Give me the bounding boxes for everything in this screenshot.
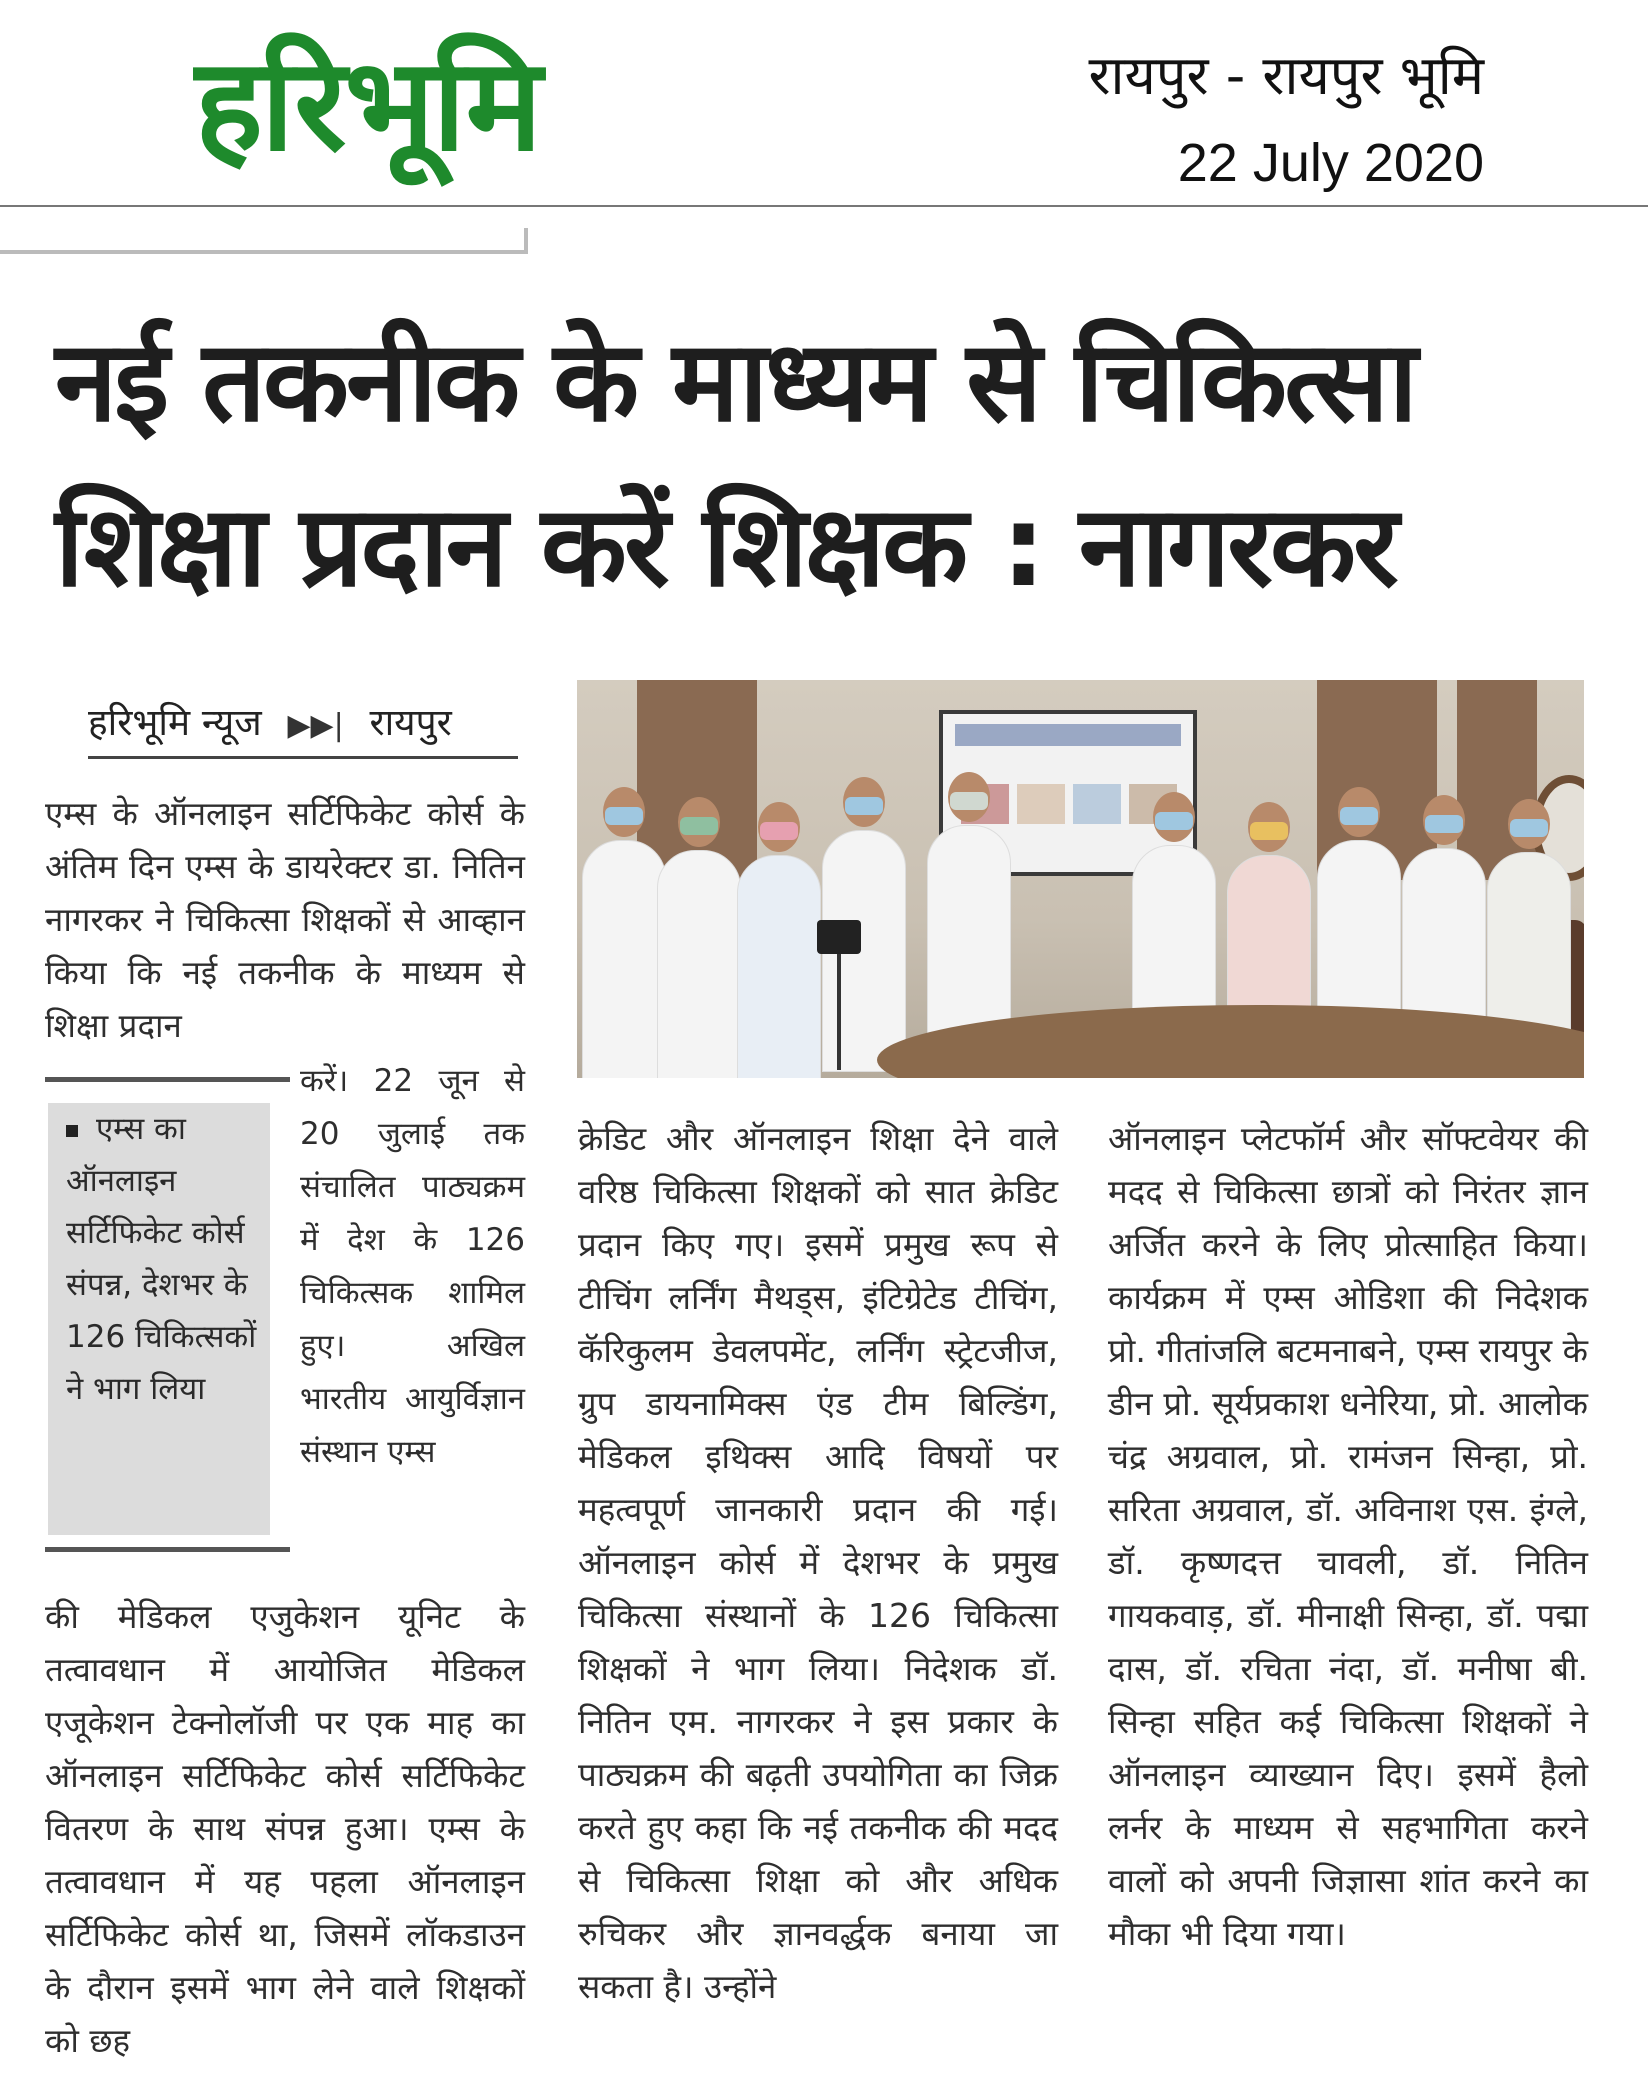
headline-line-1: नई तकनीक के माध्यम से चिकित्सा [55,317,1415,447]
column-2: क्रेडिट और ऑनलाइन शिक्षा देने वाले वरिष्ठ चिकित्सा शिक्षकों को सात क्रेडिट प्रदान किए गए। इसमें प्रमुख रूप से टीचिंग लर्निंग मैथड्स, इंटिग्रेटेड टीचिंग, कॅरिकुलम डेवलपमेंट, लर्निंग स्ट्रेटजीज, ग्रुप डायनामिक्स एंड टीम बिल्डिंग, मेडिकल इथिक्स आदि विषयों पर महत्वपूर्ण जानकारी प्रदान की गई। ऑनलाइन कोर्स में देशभर के प्रमुख चिकित्सा संस्थानों के 126 चिकित्सा शिक्षकों ने भाग लिया। निदेशक डॉ. नितिन एम. नागरकर ने इस प्रकार के पाठ्यक्रम की बढ़ती उपयोगिता का जिक्र करते हुए कहा कि नई तकनीक की मदद से चिकित्सा शिक्षा को और अधिक रुचिकर और ज्ञानवर्द्धक बनाया जा सकता है। उन्होंने [578,1119,1058,2006]
header-divider [0,205,1648,207]
news-photo [577,680,1584,1078]
person [657,850,741,1078]
publication-date: 22 July 2020 [1177,133,1484,193]
column-3: ऑनलाइन प्लेटफॉर्म और सॉफ्टवेयर की मदद से चिकित्सा छात्रों को निरंतर ज्ञान अर्जित करने के लिए प्रोत्साहित किया। कार्यक्रम में एम्स ओडिशा की निदेशक प्रो. गीतांजलि बटमनाबने, एम्स रायपुर के डीन प्रो. सूर्यप्रकाश धनेरिया, प्रो. आलोक चंद्र अग्रवाल, प्रो. रामंजन सिन्हा, प्रो. सरिता अग्रवाल, डॉ. अविनाश एस. इंग्ले, डॉ. कृष्णदत्त चावली, डॉ. नितिन गायकवाड़, डॉ. मीनाक्षी सिन्हा, डॉ. पद्मा दास, डॉ. रचिता नंदा, डॉ. मनीषा बी. सिन्हा सहित कई चिकित्सा शिक्षकों ने ऑनलाइन व्याख्यान दिए। इसमें हैलो लर्नर के माध्यम से सहभागिता करने वालों को अपनी जिज्ञासा शांत करने का मौका भी दिया गया। [1108,1119,1588,1953]
column-1-continued: की मेडिकल एजुकेशन यूनिट के तत्वावधान में आयोजित मेडिकल एजूकेशन टेक्नोलॉजी पर एक माह का ऑनलाइन सर्टिफिकेट कोर्स सर्टिफिकेट वितरण के साथ संपन्न हुआ। एम्स के तत्वावधान में यह पहला ऑनलाइन सर्टिफिकेट कोर्स था, जिसमें लॉकडाउन के दौरान इसमें भाग लेने वाले शिक्षकों को छह [45,1597,525,2060]
camera-icon [817,920,861,954]
highlight-rule-bottom [45,1547,290,1552]
square-bullet-icon [66,1125,78,1137]
column-1-intro: एम्स के ऑनलाइन सर्टिफिकेट कोर्स के अंतिम दिन एम्स के डायरेक्टर डा. नितिन नागरकर ने चिकित्सा शिक्षकों से आव्हान किया कि नई तकनीक के माध्यम से शिक्षा प्रदान [45,794,525,1045]
highlight-text: एम्स का ऑनलाइन सर्टिफिकेट कोर्स संपन्न, देशभर के 126 चिकित्सकों ने भाग लिया [66,1111,257,1407]
edition-label: रायपुर - रायपुर भूमि [1088,44,1484,107]
highlight-rule-top [45,1077,290,1082]
person [737,855,821,1078]
wall-panel [1457,680,1537,880]
masthead-logo: हरिभूमि [195,31,541,180]
person [582,840,666,1078]
clipping-edge [0,228,528,254]
forward-arrow-icon: ▶▶| [287,708,344,743]
highlight-box [48,1103,270,1535]
headline-line-2: शिक्षा प्रदान करें शिक्षक : नागरकर [55,482,1396,612]
byline-place: रायपुर [369,701,452,744]
headline [55,300,1600,630]
column-1-narrow: करें। 22 जून से 20 जुलाई तक संचालित पाठ्यक्रम में देश के 126 चिकित्सक शामिल हुए। अखिल भारतीय आयुर्विज्ञान संस्थान एम्स [300,1063,525,1470]
byline [88,690,518,759]
byline-source: हरिभूमि न्यूज [88,701,262,744]
